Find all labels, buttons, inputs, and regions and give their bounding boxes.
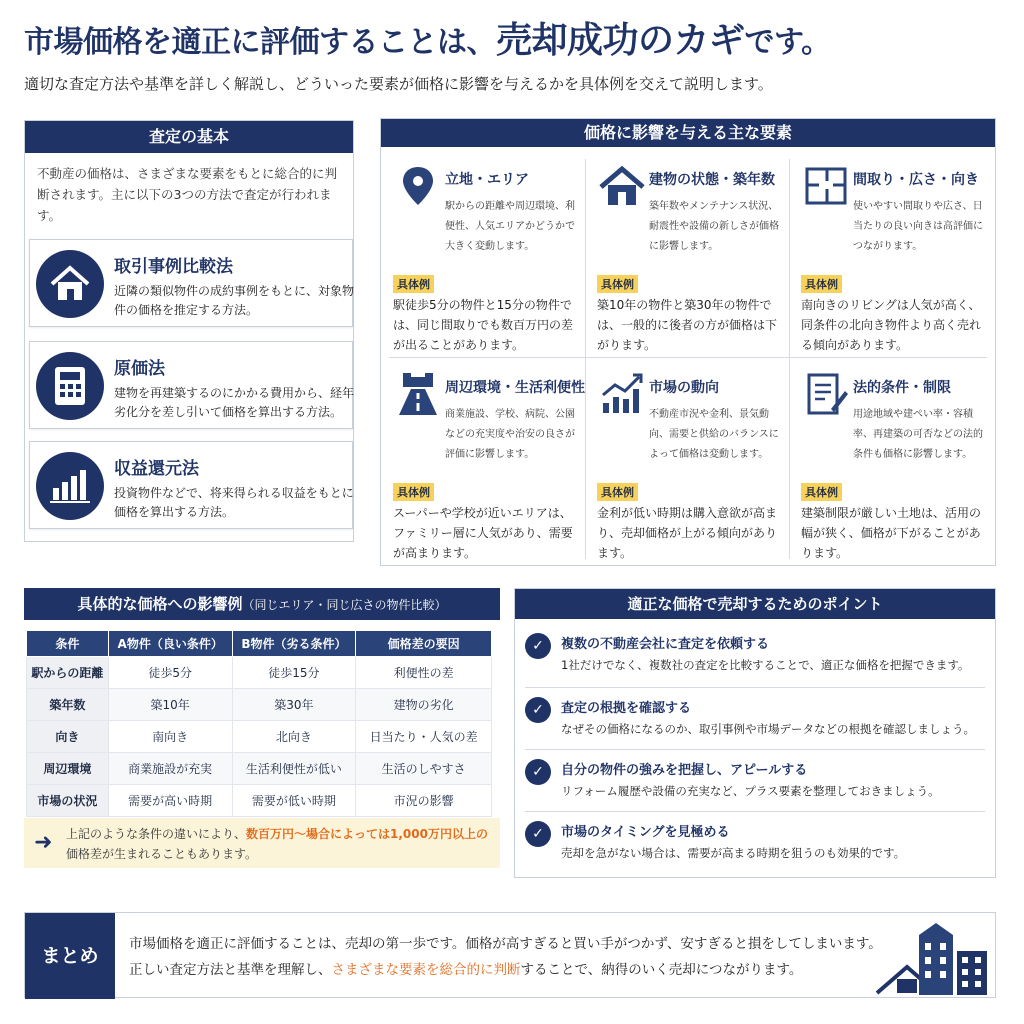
table-cell: 生活利便性が低い [232,753,356,785]
comparison-subtitle: （同じエリア・同じ広さの物件比較） [242,598,447,612]
example-tag: 具体例 [393,275,434,293]
point-title: 市場のタイミングを見極める [561,825,730,840]
factor-example: スーパーや学校が近いエリアは、ファミリー層に人気があり、需要が高まります。 [393,506,573,560]
table-cell: 市況の影響 [356,785,492,817]
divider [525,749,985,750]
example-tag: 具体例 [597,275,638,293]
method-title: 取引事例比較法 [114,257,233,277]
check-icon: ✓ [525,697,551,723]
divider [525,687,985,688]
page-title [24,12,1004,63]
method-desc: 近隣の類似物件の成約事例をもとに、対象物件の価格を推定する方法。 [114,284,355,317]
points-panel [514,588,996,878]
summary-line2-post: することで、納得のいく売却につながります。 [520,962,803,978]
table-cell: 生活のしやすさ [356,753,492,785]
summary-box [24,912,996,998]
factor-desc: 不動産市況や金利、景気動向、需要と供給のバランスによって価格は変動します。 [649,409,779,460]
point-item [525,629,985,687]
document-pen-icon [801,369,851,419]
title-part3: です。 [744,25,831,60]
table-cell: 日当たり・人気の差 [356,721,492,753]
table-cell: 需要が低い時期 [232,785,356,817]
factor-card [791,151,991,355]
table-row [27,753,492,785]
example-tag: 具体例 [801,483,842,501]
factors-panel [380,118,996,566]
note-pre: 上記のような条件の違いにより、 [66,827,247,841]
table-cell: 商業施設が充実 [108,753,232,785]
factors-heading: 価格に影響を与える主な要素 [381,119,995,147]
factor-title: 法的条件・制限 [853,380,951,396]
point-desc: リフォーム履歴や設備の充実など、プラス要素を整理しておきましょう。 [561,784,940,798]
table-row [27,785,492,817]
method-title: 収益還元法 [114,459,199,479]
factor-card [383,151,583,355]
road-icon [393,369,443,419]
factor-title: 周辺環境・生活利便性 [445,380,585,396]
map-pin-icon [393,161,443,211]
table-row [27,721,492,753]
title-emphasis: 売却成功のカギ [496,20,745,61]
divider [389,357,987,358]
table-cell: 徒歩5分 [108,657,232,689]
check-icon: ✓ [525,633,551,659]
factor-example: 金利が低い時期は購入意欲が高まり、売却価格が上がる傾向があります。 [597,506,778,560]
column-header: 条件 [27,631,109,657]
comparison-heading [24,588,500,620]
summary-line2-pre: 正しい査定方法と基準を理解し、 [129,962,332,978]
table-row [27,657,492,689]
method-title: 原価法 [114,359,165,379]
factor-desc: 用途地域や建ぺい率・容積率、再建築の可否などの法的条件も価格に影響します。 [853,409,983,460]
table-cell: 南向き [108,721,232,753]
title-part1: 市場価格を適正に評価することは、 [24,25,496,60]
factor-card [791,359,991,563]
table-header-row [27,631,492,657]
page-subtitle: 適切な査定方法や基準を詳しく解説し、どういった要素が価格に影響を与えるかを具体例を交えて説明します。 [24,75,773,93]
factor-example: 南向きのリビングは人気が高く、同条件の北向き物件より高く売れる傾向があります。 [801,298,982,352]
method-card [29,441,353,529]
column-header: B物件（劣る条件） [232,631,356,657]
point-title: 自分の物件の強みを把握し、アピールする [561,763,808,778]
points-heading: 適正な価格で売却するためのポイント [515,589,995,619]
method-desc: 投資物件などで、将来得られる収益をもとに価格を算出する方法。 [114,486,354,519]
table-cell: 築10年 [108,689,232,721]
divider [525,811,985,812]
basics-intro: 不動産の価格は、さまざまな要素をもとに総合的に判断されます。主に以下の3つの方法で査定が行われます。 [37,166,338,223]
point-item [525,755,985,813]
method-card [29,341,353,429]
factor-title: 立地・エリア [445,172,529,188]
example-tag: 具体例 [801,275,842,293]
factor-desc: 商業施設、学校、病院、公園などの充実度や治安の良さが評価に影響します。 [445,409,575,460]
factor-title: 市場の動向 [649,380,719,396]
comparison-title: 具体的な価格への影響例 [77,595,243,613]
check-icon: ✓ [525,821,551,847]
table-cell: 駅からの距離 [27,657,109,689]
table-cell: 利便性の差 [356,657,492,689]
example-tag: 具体例 [597,483,638,501]
column-header: A物件（良い条件） [108,631,232,657]
bar-chart-icon [36,452,104,520]
method-desc: 建物を再建築するのにかかる費用から、経年劣化分を差し引いて価格を算出する方法。 [114,386,355,419]
example-tag: 具体例 [393,483,434,501]
summary-line1: 市場価格を適正に評価することは、売却の第一歩です。価格が高すぎると買い手がつかず、安すぎると損をしてしまいます。 [129,936,882,952]
factor-desc: 築年数やメンテナンス状況、耐震性や設備の新しさが価格に影響します。 [649,201,779,252]
trend-chart-icon [597,369,647,419]
table-cell: 築年数 [27,689,109,721]
table-cell: 周辺環境 [27,753,109,785]
house-icon [597,161,647,211]
note-highlight: 数百万円〜場合によっては1,000万円以上の [246,827,488,841]
point-desc: 売却を急がない場合は、需要が高まる時期を狙うのも効果的です。 [561,846,906,860]
comparison-note [24,818,500,868]
factor-title: 建物の状態・築年数 [649,172,775,188]
comparison-table [26,630,492,817]
factor-example: 建築制限が厳しい土地は、活用の幅が狭く、価格が下がることがあります。 [801,506,982,560]
point-item [525,817,985,875]
factor-desc: 使いやすい間取りや広さ、日当たりの良い向きは高評価につながります。 [853,201,983,252]
factor-example: 築10年の物件と築30年の物件では、一般的に後者の方が価格は下がります。 [597,298,778,352]
factor-example: 駅徒歩5分の物件と15分の物件では、同じ間取りでも数百万円の差が出ることがあります。 [393,298,574,352]
table-row [27,689,492,721]
house-icon [36,250,104,318]
factor-card [587,359,787,563]
check-icon: ✓ [525,759,551,785]
page-header [24,12,1004,94]
table-cell: 築30年 [232,689,356,721]
summary-label: まとめ [25,913,115,999]
town-buildings-icon [873,921,991,997]
note-post: 価格差が生まれることもあります。 [66,847,258,861]
summary-highlight: さまざまな要素を総合的に判断 [331,962,521,978]
summary-text [129,931,889,983]
point-title: 複数の不動産会社に査定を依頼する [561,637,770,652]
floorplan-icon [801,161,851,211]
divider [585,159,586,559]
table-cell: 徒歩15分 [232,657,356,689]
point-desc: なぜその価格になるのか、取引事例や市場データなどの根拠を確認しましょう。 [561,722,975,736]
factor-desc: 駅からの距離や周辺環境、利便性、人気エリアかどうかで大きく変動します。 [445,201,575,252]
column-header: 価格差の要因 [356,631,492,657]
divider [789,159,790,559]
table-cell: 北向き [232,721,356,753]
point-desc: 1社だけでなく、複数社の査定を比較することで、適正な価格を把握できます。 [561,658,970,672]
comparison-section [24,588,500,878]
factor-card [587,151,787,355]
arrow-right-icon: ➜ [34,830,53,855]
basics-panel [24,120,354,542]
table-cell: 向き [27,721,109,753]
method-card [29,239,353,327]
factor-card [383,359,583,563]
note-text [66,824,496,864]
basics-heading: 査定の基本 [25,121,353,153]
table-cell: 建物の劣化 [356,689,492,721]
calculator-icon [36,352,104,420]
table-cell: 需要が高い時期 [108,785,232,817]
point-item [525,693,985,751]
table-cell: 市場の状況 [27,785,109,817]
point-title: 査定の根拠を確認する [561,701,692,716]
factor-title: 間取り・広さ・向き [853,172,979,188]
